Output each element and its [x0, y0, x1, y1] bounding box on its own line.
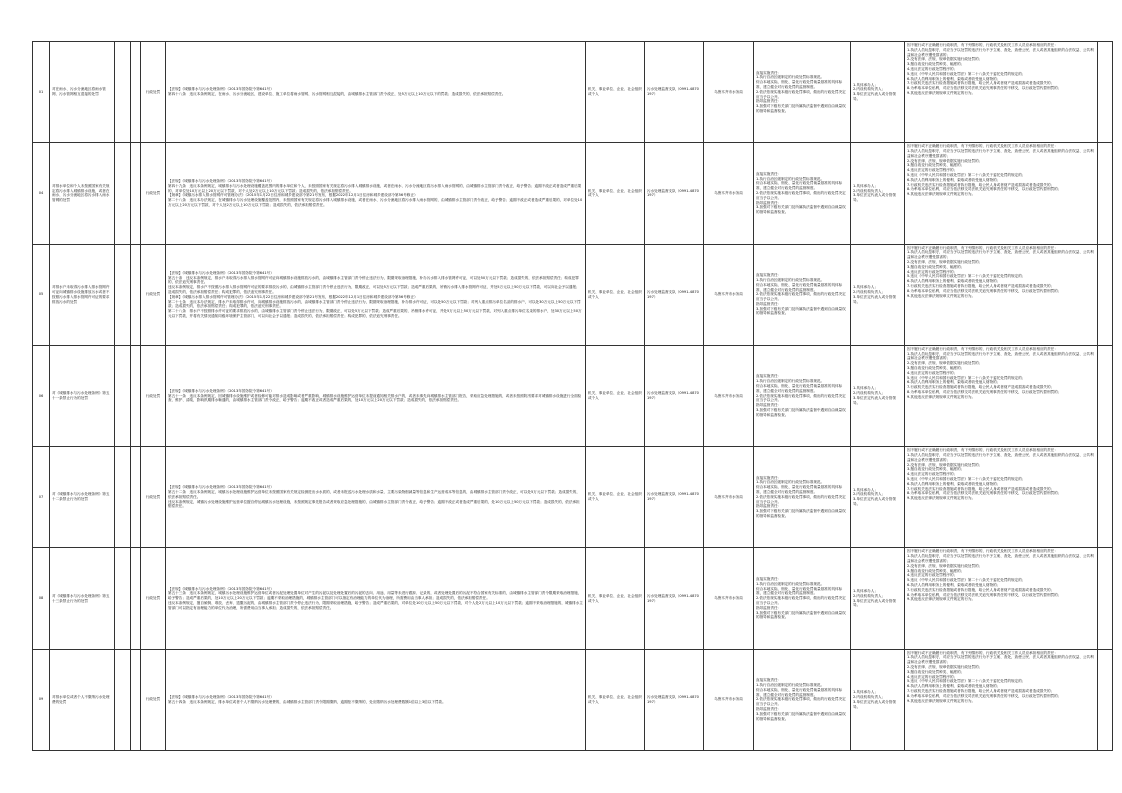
responsible-person-cell-line: 1.具体承办人； — [853, 588, 878, 593]
responsible-person-cell — [851, 548, 905, 649]
accountability-cell-line: 1.执法人员玩忽职守，对应当予以处罚的违法行为不予立案、查处，致使公民、法人或者其他组织的合法权益、公共利益和社会秩序遭受损害的； — [907, 655, 1094, 665]
responsible-person-cell-line: 2.内设机构负责人； — [853, 695, 886, 700]
row-number-cell: 09 — [33, 649, 50, 750]
duty-cell-line: 1.执行自治区级制定的行政处罚标准规范。 — [756, 683, 825, 688]
responsible-person-cell-line: 1.具体承办人； — [853, 386, 878, 391]
accountability-cell-line: 3.擅自改变行政处罚种类、幅度的； — [907, 264, 965, 269]
duty-cell-line: 综合本地实际，细化、量化行政处罚裁量基准的具体标准，建立健全对行政处罚的监督制度。 — [756, 282, 843, 292]
accountability-cell-line: 2.没有法律、法规、规章依据实施行政处罚的； — [907, 563, 983, 568]
empty-cell — [131, 42, 141, 143]
implementing-unit-cell: 污水处理监督支队（0991-4870197） — [645, 143, 704, 244]
accountability-cell — [905, 447, 1098, 548]
empty-cell — [131, 548, 141, 649]
duty-cell-line: 2.依法依规实施本级行政处罚事项，做出的行政处罚决定应当予以公开。 — [756, 393, 846, 403]
duty-cell-line: 指导监督责任： — [756, 605, 782, 610]
power-type-cell: 行政处罚 — [141, 447, 166, 548]
item-name-cell: 对排水户未取得污水排入排水管网许可证向城镇排水设施排放污水或者不按照污水排入排水管网许可证的要求排放污水的处罚 — [50, 244, 115, 345]
empty-cell — [131, 143, 141, 244]
accountability-cell-line: 1.执法人员玩忽职守，对应当予以处罚的违法行为不予立案、查处，致使公民、法人或者其他组织的合法权益、公共利益和社会秩序遭受损害的； — [907, 554, 1094, 563]
responsible-person-cell-line: 1.具体承办人； — [853, 285, 878, 290]
accountability-cell-line: 7.行政机关违法实行检查措施或者执行措施，给公民人身或者财产造成损害或者造成损失的； — [907, 385, 1055, 390]
accountability-cell-line: 3.擅自改变行政处罚种类、幅度的； — [907, 568, 965, 573]
power-type-cell: 行政处罚 — [141, 244, 166, 345]
duty-cell-line: 指导监督责任： — [756, 200, 782, 205]
duty-cell-line: 1.执行自治区级制定的行政处罚标准规范。 — [756, 277, 825, 282]
accountability-cell-line: 5.违反《中华人民共和国行政处罚法》第二十八条关于委托处罚的规定的； — [907, 71, 1026, 76]
table-row — [33, 42, 1113, 143]
responsible-person-cell — [851, 143, 905, 244]
duty-cell-line: 指导监督责任： — [756, 403, 782, 408]
organization-cell: 乌鲁木齐市水务局 — [704, 42, 754, 143]
organization-cell: 乌鲁木齐市水务局 — [704, 244, 754, 345]
implementing-unit-cell: 污水处理监督支队（0991-4870197） — [645, 548, 704, 649]
legal-basis-cell — [166, 649, 586, 750]
duty-cell-line: 1.执行自治区级制定的行政处罚标准规范。 — [756, 176, 825, 181]
accountability-cell-line: 8.为牟取本单位私利，对应当依法移交司法机关追究刑事责任的不移交，以行政处罚代替刑罚的； — [907, 491, 1062, 496]
remarks-cell — [1098, 649, 1113, 750]
accountability-cell-line: 8.为牟取本单位私利，对应当依法移交司法机关追究刑事责任的不移交，以行政处罚代替刑罚的； — [907, 288, 1062, 293]
duty-cell-line: 2.依法依规实施本级行政处罚事项，做出的行政处罚决定应当予以公开。 — [756, 494, 846, 504]
accountability-cell-line: 7.行政机关违法实行检查措施或者执行措施，给公民人身或者财产造成损害或者造成损失的； — [907, 81, 1055, 86]
accountability-cell-line: 6.执法人员利用职务上的便利，索取或者收受他人财物的； — [907, 684, 1001, 689]
accountability-cell-line: 4.违反法定的行政处罚程序的； — [907, 370, 958, 375]
accountability-cell-line: 1.执法人员玩忽职守，对应当予以处罚的违法行为不予立案、查处，致使公民、法人或者其他组织的合法权益、公共利益和社会秩序遭受损害的； — [907, 149, 1094, 158]
table-row — [33, 649, 1113, 750]
duty-cell — [754, 447, 851, 548]
accountability-cell-line: 5.违反《中华人民共和国行政处罚法》第二十八条关于委托处罚的规定的； — [907, 578, 1026, 583]
row-number-cell: 01 — [33, 42, 50, 143]
accountability-cell — [905, 244, 1098, 345]
row-number-cell: 07 — [33, 447, 50, 548]
power-type-cell: 行政处罚 — [141, 649, 166, 750]
accountability-cell-line: 9.其他违反法律法规规章文件规定的行为。 — [907, 293, 976, 298]
responsible-person-cell — [851, 447, 905, 548]
implementing-unit-cell: 污水处理监督支队（0991-4870197） — [645, 649, 704, 750]
power-type-cell: 行政处罚 — [141, 345, 166, 446]
duty-cell-line: 综合本地实际，细化、量化行政处罚裁量基准的具体标准，建立健全对行政处罚的监督制度。 — [756, 383, 843, 393]
remarks-cell — [1098, 143, 1113, 244]
accountability-cell-line: 1.执法人员玩忽职守，对应当予以处罚的违法行为不予立案、查处，致使公民、法人或者其他组织的合法权益、公共利益和社会秩序遭受损害的； — [907, 452, 1094, 462]
responsible-person-cell-line: 2.内设机构负责人； — [853, 188, 886, 193]
accountability-cell-line: 8.为牟取本单位私利，对应当依法移交司法机关追究刑事责任的不移交，以行政处罚代替刑罚的； — [907, 86, 1062, 91]
accountability-cell-line: 6.执法人员利用职务上的便利，索取或者收受他人财物的； — [907, 76, 1001, 81]
implementing-unit-cell: 污水处理监督支队（0991-4870197） — [645, 244, 704, 345]
responsible-person-cell-line: 1.具体承办人； — [853, 690, 878, 695]
organization-cell: 乌鲁木齐市水务局 — [704, 548, 754, 649]
duty-cell — [754, 649, 851, 750]
organization-cell: 乌鲁木齐市水务局 — [704, 447, 754, 548]
legal-basis-cell-line: 第四十九条 违反本条例规定，城镇排水与污水处理设施覆盖范围内的排水单位和个人，未按照国家有关规定将污水排入城镇排水设施，或者在雨水、污水分流地区将污水排入雨水管网的，由城镇排水主管部门责令改正，给予警告；逾期不改正或者造成严重后果的，对单位处10万元以上20万元以下罚款，对个人处2万元以上10万元以下罚款；造成损失的，依法承担赔偿责任。 — [168, 183, 582, 193]
power-type-cell: 行政处罚 — [141, 143, 166, 244]
responsible-person-cell-line: 1.具体承办人； — [853, 183, 878, 188]
legal-basis-cell-line: 【法规】《城镇排水与污水处理条例》（2013年国务院令第641号） — [168, 179, 274, 184]
duty-cell-line: 直接实施责任： — [756, 70, 782, 75]
table-row — [33, 244, 1113, 345]
item-name-cell: 对排水单位或者个人不缴纳污水处理费的处罚 — [50, 649, 115, 750]
table-row — [33, 548, 1113, 649]
accountability-cell-line: 3.擅自改变行政处罚种类、幅度的； — [907, 62, 965, 67]
legal-basis-cell-line: 第五十条 违反本条例规定，排水户未取得污水排入排水管网许可证向城镇排水设施排放污水的，由城镇排水主管部门责令停止违法行为，限期采取治理措施，补办污水排入排水管网许可证，可以处50万元以下罚款；造成损失的，依法承担赔偿责任；构成犯罪的，依法追究刑事责任。 — [168, 275, 579, 285]
accountability-cell-line: 2.没有法律、法规、规章依据实施行政处罚的； — [907, 57, 983, 62]
duty-cell-line: 直接实施责任： — [756, 576, 782, 581]
legal-basis-cell-line: 第五十二条 违反本条例规定，城镇污水处理设施维护运营单位未按照国家有关规定检测进出水水质的，或者未报送污水处理水质和水量、主要污染物削减量等信息和生产运营成本等信息的，由城镇排水主管部门责令改正，可以处5万元以下罚款；造成损失的，依法承担赔偿责任。 — [168, 490, 580, 499]
duty-cell-line: 3.加强对下级有关部门及所属执法监督中遇到自由裁量权的指导和监督检查。 — [756, 610, 846, 620]
duty-cell — [754, 548, 851, 649]
accountability-cell-line: 7.行政机关违法实行检查措施或者执行措施，给公民人身或者财产造成损害或者造成损失的； — [907, 182, 1055, 187]
accountability-cell-line: 9.其他违反法律法规规章文件规定的行为。 — [907, 698, 976, 703]
legal-basis-cell — [166, 447, 586, 548]
duty-cell-line: 2.依法依规实施本级行政处罚事项，做出的行政处罚决定应当予以公开。 — [756, 596, 846, 605]
accountability-cell-line: 7.行政机关违法实行检查措施或者执行措施，给公民人身或者财产造成损害或者造成损失的； — [907, 689, 1055, 694]
duty-cell-line: 3.加强对下级有关部门及所属执法监督中遇到自由裁量权的指导和监督检查。 — [756, 509, 846, 519]
accountability-cell — [905, 42, 1098, 143]
duty-cell-line: 1.执行自治区级制定的行政处罚标准规范。 — [756, 480, 825, 485]
accountability-cell — [905, 143, 1098, 244]
legal-basis-cell-line: 第二十八条 排水户不按照排水许可证的要求排放污水的，由城镇排水主管部门责令停止违法行为，限期改正，可以处5万元以下罚款；造成严重后果的，吊销排水许可证，并处5万元以上50万元以下罚款，对列入重点排污单位名录的排水户，处30万元以上50万元以下罚款，并将有关情况通知同级环境保护主管部门，可以向社会予以通报；造成损失的，依法承担赔偿责任；构成犯罪的，依法追究刑事责任。 — [168, 309, 582, 318]
item-name-cell: 对在雨水、污水分流地区将雨水管网、污水管网相互混接的处罚 — [50, 42, 115, 143]
accountability-cell-line: 5.违反《中华人民共和国行政处罚法》第二十八条关于委托处罚的规定的； — [907, 274, 1026, 279]
accountability-cell-line: 6.执法人员利用职务上的便利，索取或者收受他人财物的； — [907, 582, 1001, 587]
accountability-cell-line: 8.为牟取本单位私利，对应当依法移交司法机关追究刑事责任的不移交，以行政处罚代替刑罚的； — [907, 592, 1062, 597]
accountability-cell-line: 4.违反法定的行政处罚程序的； — [907, 573, 958, 578]
legal-basis-cell-line: 第四十八条 违反本条例规定，在雨水、污水分流地区，建设单位、施工单位将雨水管网、污水管网相互混接的，由城镇排水主管部门责令改正，处5万元以上10万元以下的罚款；造成损失的，依法承担赔偿责任。 — [168, 92, 506, 97]
duty-cell-line: 综合本地实际，细化、量化行政处罚裁量基准的具体标准，建立健全对行政处罚的监督制度。 — [756, 687, 843, 697]
responsible-person-cell — [851, 244, 905, 345]
accountability-cell-line: 1.执法人员玩忽职守，对应当予以处罚的违法行为不予立案、查处，致使公民、法人或者其他组织的合法权益、公共利益和社会秩序遭受损害的； — [907, 250, 1094, 260]
legal-basis-cell-line: 第五十四条 违反本条例规定，排水单位或者个人不缴纳污水处理费的，由城镇排水主管部门责令限期缴纳，逾期拒不缴纳的，处应缴纳污水处理费数额1倍以上3倍以下罚款。 — [168, 699, 446, 704]
item-name-cell: 对《城镇排水与污水处理条例》第五十一条禁止行为的处罚 — [50, 345, 115, 446]
accountability-cell-line: 2.没有法律、法规、规章依据实施行政处罚的； — [907, 259, 983, 264]
accountability-cell-line: 4.违反法定的行政处罚程序的； — [907, 168, 958, 173]
subject-cell: 机关、事业单位、企业、社会组织或个人 — [586, 345, 645, 446]
accountability-cell-line: 4.违反法定的行政处罚程序的； — [907, 674, 958, 679]
accountability-cell — [905, 345, 1098, 446]
accountability-cell-line: 2.没有法律、法规、规章依据实施行政处罚的； — [907, 361, 983, 366]
duty-cell-line: 综合本地实际，细化、量化行政处罚裁量基准的具体标准，建立健全对行政处罚的监督制度。 — [756, 485, 843, 495]
organization-cell: 乌鲁木齐市水务局 — [704, 143, 754, 244]
row-number-cell: 06 — [33, 345, 50, 446]
accountability-cell-line: 1.执法人员玩忽职守，对应当予以处罚的违法行为不予立案、查处，致使公民、法人或者其他组织的合法权益、公共利益和社会秩序遭受损害的； — [907, 351, 1094, 361]
duty-cell-line: 直接实施责任： — [756, 678, 782, 683]
accountability-cell-line: 8.为牟取本单位私利，对应当依法移交司法机关追究刑事责任的不移交，以行政处罚代替刑罚的； — [907, 390, 1062, 395]
accountability-cell-line: 1.执法人员玩忽职守，对应当予以处罚的违法行为不予立案、查处，致使公民、法人或者其他组织的合法权益、公共利益和社会秩序遭受损害的； — [907, 47, 1094, 57]
table-body — [33, 42, 1113, 751]
duty-cell-line: 3.加强对下级有关部门及所属执法监督中遇到自由裁量权的指导和监督检查。 — [756, 205, 846, 215]
item-name-cell: 对《城镇排水与污水处理条例》第五十二条禁止行为的处罚 — [50, 447, 115, 548]
accountability-cell-line: 因不履行或不正确履行行政职责，有下列情形的，行政机关及相关工作人员应承担相应的责任： — [907, 549, 1058, 554]
duty-cell-line: 直接实施责任： — [756, 273, 782, 278]
legal-basis-cell — [166, 345, 586, 446]
legal-basis-cell-line: 【规章】《城镇污水排入排水管网许可管理办法》（2015年1月22日住房和城乡建设部令第21号发布，根据2022年12月1日住房和城乡建设部令第56号修正） — [168, 193, 418, 198]
duty-cell-line: 2.依法依规实施本级行政处罚事项，做出的行政处罚决定应当予以公开。 — [756, 191, 846, 200]
duty-cell-line: 指导监督责任： — [756, 301, 782, 306]
legal-basis-cell-line: 第二十七条 违反本办法规定，排水户未取得排水许可，向城镇排水设施排放污水的，由城镇排水主管部门责令停止违法行为，限期采取治理措施，补办排水许可证，可以处50万元以下罚款；对列入重点排污单位名录的排水户，可以处30万元以上50万元以下罚款；造成损失的，依法承担赔偿责任；构成犯罪的，依法追究刑事责任。 — [168, 299, 581, 309]
accountability-cell-line: 9.其他违反法律法规规章文件规定的行为。 — [907, 192, 976, 197]
accountability-cell-line: 6.执法人员利用职务上的便利，索取或者收受他人财物的； — [907, 279, 1001, 284]
duty-cell-line: 直接实施责任： — [756, 374, 782, 379]
legal-basis-cell-line: 【法规】《城镇排水与污水处理条例》（2013年国务院令第641号） — [168, 270, 274, 275]
sub-item-cell — [115, 447, 131, 548]
accountability-cell-line: 2.没有法律、法规、规章依据实施行政处罚的； — [907, 158, 983, 163]
duty-cell-line: 3.加强对下级有关部门及所属执法监督中遇到自由裁量权的指导和监督检查。 — [756, 104, 846, 113]
duty-cell-line: 指导监督责任： — [756, 707, 782, 712]
duty-cell-line: 直接实施责任： — [756, 475, 782, 480]
responsible-person-cell-line: 1.具体承办人； — [853, 487, 878, 492]
organization-cell: 乌鲁木齐市水务局 — [704, 649, 754, 750]
accountability-cell-line: 5.违反《中华人民共和国行政处罚法》第二十八条关于委托处罚的规定的； — [907, 679, 1026, 684]
legal-basis-cell-line: 【法规】《城镇排水与污水处理条例》（2013年国务院令第641号） — [168, 485, 274, 490]
responsible-person-cell-line: 3.单位法定代表人或分管领导。 — [853, 193, 896, 203]
accountability-cell-line: 因不履行或不正确履行行政职责，有下列情形的，行政机关及相关工作人员应承担相应的责任： — [907, 43, 1058, 47]
duty-cell-line: 直接实施责任： — [756, 171, 782, 176]
legal-basis-cell — [166, 42, 586, 143]
implementing-unit-cell: 污水处理监督支队（0991-4870197） — [645, 42, 704, 143]
accountability-cell-line: 7.行政机关违法实行检查措施或者执行措施，给公民人身或者财产造成损害或者造成损失的； — [907, 486, 1055, 491]
accountability-cell-line: 3.擅自改变行政处罚种类、幅度的； — [907, 163, 965, 168]
accountability-cell-line: 因不履行或不正确履行行政职责，有下列情形的，行政机关及相关工作人员应承担相应的责任： — [907, 144, 1058, 149]
subject-cell: 机关、事业单位、企业、社会组织或个人 — [586, 143, 645, 244]
accountability-cell-line: 因不履行或不正确履行行政职责，有下列情形的，行政机关及相关工作人员应承担相应的责任： — [907, 448, 1058, 453]
row-number-cell: 08 — [33, 548, 50, 649]
duty-cell-line: 指导监督责任： — [756, 99, 782, 104]
duty-cell — [754, 143, 851, 244]
subject-cell: 机关、事业单位、企业、社会组织或个人 — [586, 244, 645, 345]
table-row — [33, 143, 1113, 244]
implementing-unit-cell: 污水处理监督支队（0991-4870197） — [645, 345, 704, 446]
accountability-cell — [905, 649, 1098, 750]
accountability-cell-line: 3.擅自改变行政处罚种类、幅度的； — [907, 366, 965, 371]
row-number-cell: 05 — [33, 244, 50, 345]
duty-cell-line: 3.加强对下级有关部门及所属执法监督中遇到自由裁量权的指导和监督检查。 — [756, 306, 846, 316]
duty-cell-line: 1.执行自治区级制定的行政处罚标准规范。 — [756, 75, 825, 80]
duty-cell — [754, 42, 851, 143]
sub-item-cell — [115, 548, 131, 649]
item-name-cell: 对《城镇排水与污水处理条例》第五十三条禁止行为的处罚 — [50, 548, 115, 649]
responsible-person-cell-line: 3.单位法定代表人或分管领导。 — [853, 497, 896, 507]
accountability-cell — [905, 548, 1098, 649]
legal-basis-cell — [166, 548, 586, 649]
responsible-person-cell-line: 2.内设机构负责人； — [853, 391, 886, 396]
duty-cell-line: 2.依法依规实施本级行政处罚事项，做出的行政处罚决定应当予以公开。 — [756, 89, 846, 99]
accountability-cell-line: 因不履行或不正确履行行政职责，有下列情形的，行政机关及相关工作人员应承担相应的责任： — [907, 650, 1058, 655]
duty-cell-line: 综合本地实际，细化、量化行政处罚裁量基准的具体标准，建立健全对行政处罚的监督制度。 — [756, 586, 843, 596]
responsible-person-cell-line: 2.内设机构负责人； — [853, 593, 886, 598]
power-list-sheet — [32, 41, 1092, 751]
responsible-person-cell-line: 3.单位法定代表人或分管领导。 — [853, 598, 896, 608]
empty-cell — [131, 244, 141, 345]
row-number-cell: 04 — [33, 143, 50, 244]
accountability-cell-line: 5.违反《中华人民共和国行政处罚法》第二十八条关于委托处罚的规定的； — [907, 173, 1026, 178]
subject-cell: 机关、事业单位、企业、社会组织或个人 — [586, 548, 645, 649]
accountability-cell-line: 因不履行或不正确履行行政职责，有下列情形的，行政机关及相关工作人员应承担相应的责任： — [907, 245, 1058, 250]
remarks-cell — [1098, 42, 1113, 143]
sub-item-cell — [115, 42, 131, 143]
legal-basis-cell-line: 【法规】《城镇排水与污水处理条例》（2013年国务院令第641号） — [168, 87, 274, 92]
duty-cell-line: 3.加强对下级有关部门及所属执法监督中遇到自由裁量权的指导和监督检查。 — [756, 407, 846, 417]
duty-cell-line: 3.加强对下级有关部门及所属执法监督中遇到自由裁量权的指导和监督检查。 — [756, 711, 846, 721]
empty-cell — [131, 447, 141, 548]
responsible-person-cell-line: 3.单位法定代表人或分管领导。 — [853, 699, 896, 709]
responsible-person-cell-line: 2.内设机构负责人； — [853, 87, 886, 92]
responsible-person-cell-line: 3.单位法定代表人或分管领导。 — [853, 92, 896, 101]
legal-basis-cell-line: 第五十一条 违反本条例规定，因城镇排水设施维护或者检修可能对排水造成影响或者严重影响，城镇排水设施维护运营单位未提前通知相关排水户的，或者未事先向城镇排水主管部门报告，采取应急处理措施的，或者未按照防汛要求对城镇排水设施进行全面检查、维护、清疏，影响汛期排水畅通的，由城镇排水主管部门责令改正，给予警告；逾期不改正或者造成严重后果的，处10万元以上20万元以下罚款；造成损失的，依法承担赔偿责任。 — [168, 393, 582, 403]
sub-item-cell — [115, 143, 131, 244]
accountability-cell-line: 5.违反《中华人民共和国行政处罚法》第二十八条关于委托处罚的规定的； — [907, 476, 1026, 481]
empty-cell — [131, 345, 141, 446]
responsible-person-cell — [851, 649, 905, 750]
remarks-cell — [1098, 447, 1113, 548]
duty-cell-line: 1.执行自治区级制定的行政处罚标准规范。 — [756, 379, 825, 384]
accountability-cell-line: 9.其他违反法律法规规章文件规定的行为。 — [907, 394, 976, 399]
accountability-cell-line: 4.违反法定的行政处罚程序的； — [907, 269, 958, 274]
empty-cell — [131, 649, 141, 750]
remarks-cell — [1098, 345, 1113, 446]
accountability-cell-line: 6.执法人员利用职务上的便利，索取或者收受他人财物的； — [907, 481, 1001, 486]
accountability-cell-line: 8.为牟取本单位私利，对应当依法移交司法机关追究刑事责任的不移交，以行政处罚代替刑罚的； — [907, 187, 1062, 192]
accountability-cell-line: 5.违反《中华人民共和国行政处罚法》第二十八条关于委托处罚的规定的； — [907, 375, 1026, 380]
subject-cell: 机关、事业单位、企业、社会组织或个人 — [586, 649, 645, 750]
responsible-person-cell-line: 3.单位法定代表人或分管领导。 — [853, 395, 896, 405]
legal-basis-cell-line: 违反本条例规定，排水户不按照污水排入排水管网许可证的要求排放污水的，由城镇排水主管部门责令停止违法行为，限期改正，可以处5万元以下罚款；造成严重后果的，吊销污水排入排水管网许可证，并处5万元以上50万元以下罚款，可以向社会予以通报；造成损失的，依法承担赔偿责任；构成犯罪的，依法追究刑事责任。 — [168, 285, 580, 294]
sub-item-cell — [115, 244, 131, 345]
responsible-person-cell — [851, 345, 905, 446]
legal-basis-cell-line: 违反本条例规定，城镇污水处理设施维护运营单位擅自停运城镇污水处理设施，未按照规定事先报告或者采取应急处理措施的，由城镇排水主管部门责令改正，给予警告；逾期不改正或者造成严重后果的，处10万元以上50万元以下罚款；造成损失的，依法承担赔偿责任。 — [168, 499, 580, 509]
subject-cell: 机关、事业单位、企业、社会组织或个人 — [586, 447, 645, 548]
duty-cell — [754, 345, 851, 446]
duty-cell-line: 综合本地实际，细化、量化行政处罚裁量基准的具体标准，建立健全对行政处罚的监督制度。 — [756, 80, 843, 89]
accountability-cell-line: 4.违反法定的行政处罚程序的； — [907, 66, 958, 71]
accountability-cell-line: 6.执法人员利用职务上的便利，索取或者收受他人财物的； — [907, 380, 1001, 385]
legal-basis-cell-line: 【法规】《城镇排水与污水处理条例》（2013年国务院令第641号） — [168, 388, 274, 393]
responsible-person-cell-line: 2.内设机构负责人； — [853, 289, 886, 294]
sub-item-cell — [115, 649, 131, 750]
accountability-cell-line: 3.擅自改变行政处罚种类、幅度的； — [907, 669, 965, 674]
duty-cell-line: 2.依法依规实施本级行政处罚事项，做出的行政处罚决定应当予以公开。 — [756, 292, 846, 302]
legal-basis-cell — [166, 244, 586, 345]
accountability-cell-line: 2.没有法律、法规、规章依据实施行政处罚的； — [907, 665, 983, 670]
table-row — [33, 447, 1113, 548]
accountability-cell-line: 8.为牟取本单位私利，对应当依法移交司法机关追究刑事责任的不移交，以行政处罚代替刑罚的； — [907, 693, 1062, 698]
sub-item-cell — [115, 345, 131, 446]
accountability-cell-line: 7.行政机关违法实行检查措施或者执行措施，给公民人身或者财产造成损害或者造成损失的； — [907, 587, 1055, 592]
legal-basis-cell — [166, 143, 586, 244]
accountability-cell-line: 9.其他违反法律法规规章文件规定的行为。 — [907, 90, 976, 95]
accountability-cell-line: 3.擅自改变行政处罚种类、幅度的； — [907, 467, 965, 472]
remarks-cell — [1098, 548, 1113, 649]
legal-basis-cell-line: 【规章】《城镇污水排入排水管网许可管理办法》（2015年1月22日住房和城乡建设部令第21号发布，根据2022年12月1日住房和城乡建设部令第56号修正） — [168, 294, 418, 299]
legal-basis-cell-line: 第二十八条 违反本办法规定，在城镇排水与污水处理设施覆盖范围内，未按照国家有关规定将污水排入城镇排水设施，或者在雨水、污水分流地区将污水排入雨水管网的，由城镇排水主管部门责令改正，给予警告；逾期不改正或者造成严重后果的，对单位处10万元以上20万元以下罚款，对个人处2万元以上10万元以下罚款；造成损失的，依法承担赔偿责任。 — [168, 198, 583, 208]
legal-basis-cell-line: 【法规】《城镇排水与污水处理条例》（2013年国务院令第641号） — [168, 586, 274, 591]
accountability-cell-line: 6.执法人员利用职务上的便利，索取或者收受他人财物的； — [907, 177, 1001, 182]
power-list-table — [32, 41, 1113, 751]
implementing-unit-cell: 污水处理监督支队（0991-4870197） — [645, 447, 704, 548]
remarks-cell — [1098, 244, 1113, 345]
responsible-person-cell-line: 1.具体承办人； — [853, 82, 878, 87]
duty-cell-line: 综合本地实际，细化、量化行政处罚裁量基准的具体标准，建立健全对行政处罚的监督制度。 — [756, 181, 843, 191]
responsible-person-cell-line: 2.内设机构负责人； — [853, 492, 886, 497]
accountability-cell-line: 2.没有法律、法规、规章依据实施行政处罚的； — [907, 462, 983, 467]
accountability-cell-line: 9.其他违反法律法规规章文件规定的行为。 — [907, 597, 976, 602]
legal-basis-cell-line: 【法规】《城镇排水与污水处理条例》（2013年国务院令第641号） — [168, 695, 274, 700]
legal-basis-cell-line: 第五十三条 违反本条例规定，城镇污水处理设施维护运营单位或者污泥处理处置单位对产生的污泥以及处理处置后的污泥的去向、用途、用量等未进行跟踪、记录的，或者处理处置后的污泥不符合国家有关标准的，由城镇排水主管部门责令限期采取治理措施，给予警告；造成严重后果的，处10万元以上20万元以下罚款；逾期不采取治理措施的，城镇排水主管部门可以指定有治理能力的单位代为治理，所需费用由当事人承担；造成损失的，依法承担赔偿责任。 — [168, 591, 582, 601]
power-type-cell: 行政处罚 — [141, 42, 166, 143]
accountability-cell-line: 因不履行或不正确履行行政职责，有下列情形的，行政机关及相关工作人员应承担相应的责任： — [907, 346, 1058, 351]
table-row — [33, 345, 1113, 446]
duty-cell — [754, 244, 851, 345]
accountability-cell-line: 4.违反法定的行政处罚程序的； — [907, 472, 958, 477]
duty-cell-line: 1.执行自治区级制定的行政处罚标准规范。 — [756, 581, 825, 586]
duty-cell-line: 指导监督责任： — [756, 504, 782, 509]
responsible-person-cell — [851, 42, 905, 143]
power-type-cell: 行政处罚 — [141, 548, 166, 649]
accountability-cell-line: 7.行政机关违法实行检查措施或者执行措施，给公民人身或者财产造成损害或者造成损失的； — [907, 283, 1055, 288]
item-name-cell: 对排水单位和个人未按照国家有关规定将污水排入城镇排水设施，或者在雨水、污水分流地区将污水排入雨水管网的处罚 — [50, 143, 115, 244]
organization-cell: 乌鲁木齐市水务局 — [704, 345, 754, 446]
subject-cell: 机关、事业单位、企业、社会组织或个人 — [586, 42, 645, 143]
responsible-person-cell-line: 3.单位法定代表人或分管领导。 — [853, 294, 896, 304]
duty-cell-line: 2.依法依规实施本级行政处罚事项，做出的行政处罚决定应当予以公开。 — [756, 697, 846, 707]
legal-basis-cell-line: 违反本条例规定，擅自倾倒、堆放、丢弃、遗撒污泥的，由城镇排水主管部门责令停止违法行为，限期采取治理措施，给予警告；造成严重后果的，对单位处10万元以上50万元以下罚款，对个人处2万元以上10万元以下罚款；逾期不采取治理措施的，城镇排水主管部门可以指定有治理能力的单位代为治理，所需费用由当事人承担；造成损失的，依法承担赔偿责任。 — [168, 600, 583, 610]
accountability-cell-line: 9.其他违反法律法规规章文件规定的行为。 — [907, 496, 976, 501]
